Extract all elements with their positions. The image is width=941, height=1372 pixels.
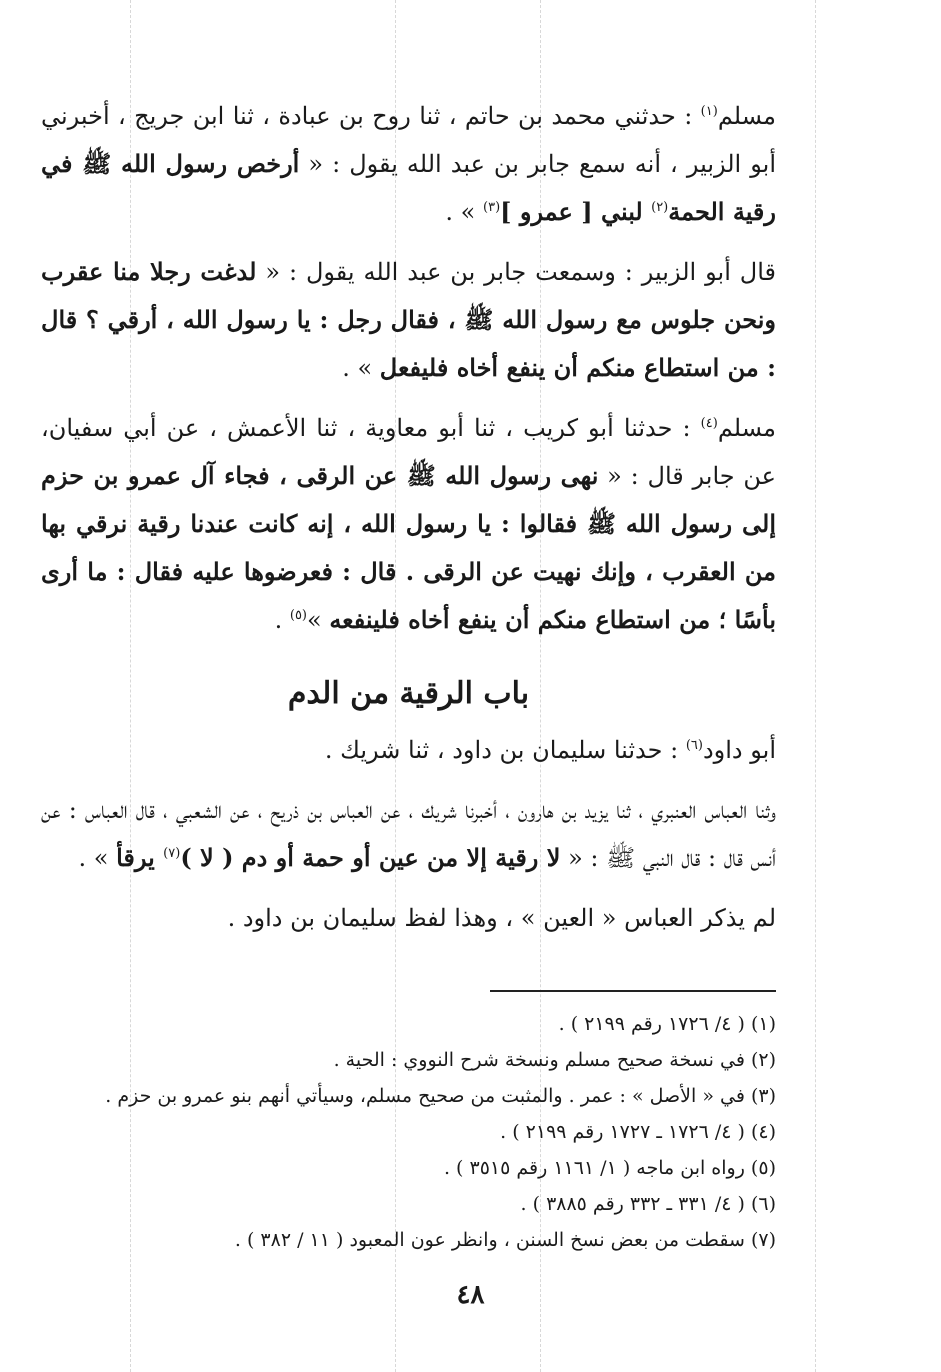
footnote-marker: (٧) (163, 846, 181, 861)
hadith-text: يرقأ (116, 843, 164, 872)
paragraph-group-1 (41, 92, 776, 644)
footnote-marker: (١) (700, 104, 718, 119)
hadith-text: أرخص رسول الله ﷺ في رقية الحمة (41, 149, 776, 226)
footnote-marker: (٣) (483, 200, 501, 215)
section-heading: باب الرقية من الدم (287, 676, 530, 711)
narration-text: » (307, 606, 330, 634)
footnote-separator (490, 990, 776, 992)
footnote-line: (٢) في نسخة صحيح مسلم ونسخة شرح النووي : الحية . (333, 1049, 776, 1071)
narration-text: » . (78, 844, 117, 872)
paragraph (41, 786, 776, 882)
paragraph (41, 92, 776, 236)
narration-text: » . (445, 198, 483, 226)
footnote-line: (٧) سقطت من بعض نسخ السنن ، وانظر عون المعبود ( ١١ / ٣٨٢ ) . (234, 1229, 776, 1251)
hadith-text: لا رقية إلا من عين أو حمة أو دم ( لا ) (180, 843, 561, 872)
main-text (41, 92, 776, 954)
hadith-text: لبني [ عمرو ] (500, 197, 652, 226)
footnote-line: (٣) في « الأصل » : عمر . والمثبت من صحيح مسلم، وسيأتي أنهم بنو عمرو بن حزم . (105, 1085, 776, 1107)
paragraph-group-2 (41, 726, 776, 942)
narration-text: أبو داود (702, 736, 776, 764)
narration-text: » . (342, 354, 380, 382)
paragraph (41, 248, 776, 392)
footnote-marker: (٦) (685, 738, 703, 753)
footnote-line: (٦) ( ٤/ ٣٣١ ـ ٣٣٢ رقم ٣٨٨٥ ) . (520, 1193, 776, 1215)
hadith-text: لدغت رجلا منا عقرب ونحن جلوس مع رسول الله ﷺ ، فقال رجل : يا رسول الله ، أرقي ؟ قال : من استطاع منكم أن ينفع أخاه فليفعل (41, 257, 776, 382)
narration-text: قال أبو الزبير : وسمعت جابر بن عبد الله يقول : « (256, 258, 777, 286)
narration-text: : حدثنا سليمان بن داود ، ثنا شريك . (324, 736, 686, 764)
narration-text: . (274, 606, 290, 634)
page-number: ٤٨ (456, 1280, 485, 1310)
narration-text: وثنا العباس العنبري ، ثنا يزيد بن هارون ، أخبرنا شريك ، عن العباس بن ذريح ، عن الشعبي ، قال العباس : عن أنس قال : قال النبي ﷺ : « (41, 796, 777, 872)
footnote-marker: (٤) (700, 416, 718, 431)
paragraph (41, 894, 776, 942)
narration-text: : حدثني محمد بن حاتم ، ثنا روح بن عبادة ، ثنا ابن جريج ، أخبرني أبو الزبير ، أنه سمع جابر بن عبد الله يقول : « (41, 102, 777, 178)
footnote-marker: (٢) (651, 200, 669, 215)
footnotes (36, 1006, 776, 1258)
narration-text: مسلم (717, 102, 776, 130)
footnote-line: (٥) رواه ابن ماجه ( ١/ ١١٦١ رقم ٣٥١٥ ) . (443, 1157, 776, 1179)
footnote-line: (١) ( ٤/ ١٧٢٦ رقم ٢١٩٩ ) . (558, 1013, 776, 1035)
footnote-marker: (٥) (289, 608, 307, 623)
narration-text: : حدثنا أبو كريب ، ثنا أبو معاوية ، ثنا الأعمش ، عن أبي سفيان، عن جابر قال : « (41, 414, 777, 490)
paragraph (41, 404, 776, 644)
paragraph (41, 726, 776, 774)
hadith-text: نهى رسول الله ﷺ عن الرقى ، فجاء آل عمرو بن حزم إلى رسول الله ﷺ فقالوا : يا رسول الله ، إنه كانت عندنا رقية نرقي بها من العقرب ، وإنك نهيت عن الرقى . قال : فعرضوها عليه فقال : ما أرى بأسًا ؛ من استطاع منكم أن ينفع أخاه فلينفعه (41, 461, 777, 634)
footnote-line: (٤) ( ٤/ ١٧٢٦ ـ ١٧٢٧ رقم ٢١٩٩ ) . (500, 1121, 776, 1143)
scan-artifact (815, 0, 816, 1372)
narration-text: مسلم (717, 414, 776, 442)
narration-text: لم يذكر العباس « العين » ، وهذا لفظ سليمان بن داود . (227, 904, 776, 932)
